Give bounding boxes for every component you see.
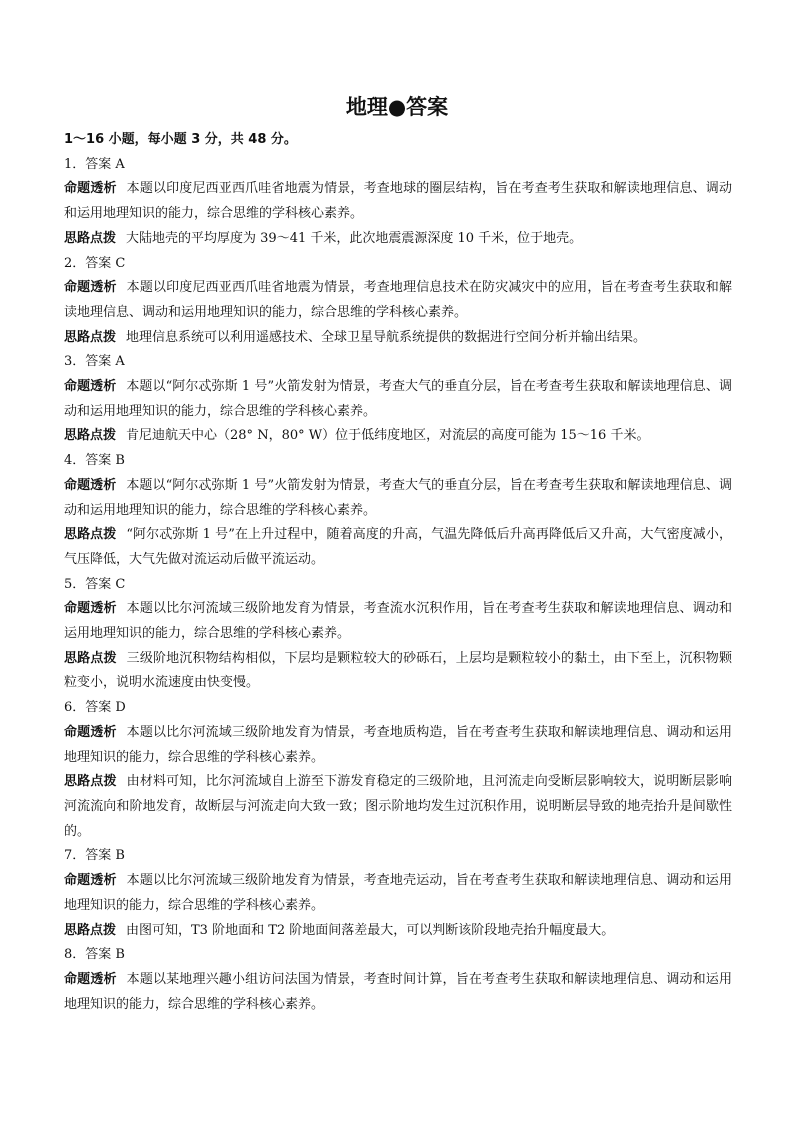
answer-line: 6．答案 D [64, 700, 126, 716]
answer-item [64, 153, 732, 252]
hint-label: 思路点拨 [64, 329, 117, 345]
answer-item [64, 943, 732, 1017]
answer-line: 5．答案 C [64, 576, 126, 592]
analysis-label: 命题透析 [64, 477, 117, 493]
hint-label: 思路点拨 [64, 650, 117, 666]
hint-para [64, 919, 732, 944]
analysis-label: 命题透析 [64, 873, 117, 889]
answer-line: 8．答案 B [64, 947, 125, 963]
hint-para [64, 523, 732, 572]
hint-label: 思路点拨 [64, 428, 117, 444]
hint-text: “阿尔忒弥斯 1 号”在上升过程中，随着高度的升高，气温先降低后升高再降低后又升高，大气密度减小，气压降低，大气先做对流运动后做平流运动。 [64, 527, 732, 567]
answer-content [64, 128, 732, 1017]
answer-line: 1．答案 A [64, 156, 125, 172]
answer-item [64, 252, 732, 351]
answer-item [64, 696, 732, 844]
analysis-label: 命题透析 [64, 379, 117, 395]
analysis-label: 命题透析 [64, 181, 117, 197]
analysis-para [64, 968, 732, 1017]
analysis-text: 本题以印度尼西亚西爪哇省地震为情景，考查地球的圈层结构，旨在考查考生获取和解读地理信息、调动和运用地理知识的能力，综合思维的学科核心素养。 [64, 181, 732, 222]
hint-label: 思路点拨 [64, 774, 117, 790]
analysis-para [64, 177, 732, 226]
hint-para [64, 326, 732, 351]
analysis-para [64, 597, 732, 646]
analysis-text: 本题以比尔河流域三级阶地发育为情景，考查地壳运动，旨在考查考生获取和解读地理信息、调动和运用地理知识的能力，综合思维的学科核心素养。 [64, 873, 732, 913]
hint-text: 肯尼迪航天中心（28° N，80° W）位于低纬度地区，对流层的高度可能为 15～16 千米。 [126, 428, 650, 444]
analysis-label: 命题透析 [64, 724, 117, 740]
analysis-text: 本题以“阿尔忒弥斯 1 号”火箭发射为情景，考查大气的垂直分层，旨在考查考生获取和解读地理信息、调动和运用地理知识的能力，综合思维的学科核心素养。 [64, 379, 732, 419]
hint-para [64, 424, 732, 449]
analysis-para [64, 276, 732, 325]
hint-text: 地理信息系统可以利用遥感技术、全球卫星导航系统提供的数据进行空间分析并输出结果。 [126, 329, 647, 345]
analysis-text: 本题以“阿尔忒弥斯 1 号”火箭发射为情景，考查大气的垂直分层，旨在考查考生获取和解读地理信息、调动和运用地理知识的能力，综合思维的学科核心素养。 [64, 477, 732, 518]
page-title: 地理●答案 [345, 95, 449, 119]
answer-item [64, 449, 732, 573]
hint-para [64, 770, 732, 844]
answer-line: 2．答案 C [64, 255, 126, 271]
hint-label: 思路点拨 [64, 922, 117, 938]
analysis-para [64, 869, 732, 918]
answer-item [64, 844, 732, 943]
hint-para [64, 227, 732, 252]
analysis-label: 命题透析 [64, 601, 117, 617]
hint-text: 三级阶地沉积物结构相似，下层均是颗粒较大的砂砾石，上层均是颗粒较小的黏土，由下至上，沉积物颗粒变小，说明水流速度由快变慢。 [64, 650, 732, 691]
answer-item [64, 350, 732, 449]
hint-text: 由材料可知，比尔河流域自上游至下游发育稳定的三级阶地，且河流走向受断层影响较大，说明断层影响河流流向和阶地发育，故断层与河流走向大致一致；图示阶地均发生过沉积作用，说明断层导致的地壳抬升是间歇性的。 [64, 774, 732, 839]
hint-text: 由图可知，T3 阶地面和 T2 阶地面间落差最大，可以判断该阶段地壳抬升幅度最大。 [126, 922, 615, 938]
answer-line: 3．答案 A [64, 354, 125, 370]
analysis-para [64, 474, 732, 523]
hint-para [64, 647, 732, 696]
analysis-text: 本题以比尔河流域三级阶地发育为情景，考查流水沉积作用，旨在考查考生获取和解读地理信息、调动和运用地理知识的能力，综合思维的学科核心素养。 [64, 601, 732, 642]
hint-label: 思路点拨 [64, 527, 117, 543]
analysis-para [64, 721, 732, 770]
analysis-label: 命题透析 [64, 280, 117, 296]
analysis-para [64, 375, 732, 424]
analysis-text: 本题以某地理兴趣小组访问法国为情景，考查时间计算，旨在考查考生获取和解读地理信息、调动和运用地理知识的能力，综合思维的学科核心素养。 [64, 971, 732, 1012]
answer-line: 4．答案 B [64, 453, 125, 469]
analysis-text: 本题以比尔河流域三级阶地发育为情景，考查地质构造，旨在考查考生获取和解读地理信息、调动和运用地理知识的能力，综合思维的学科核心素养。 [64, 724, 732, 765]
hint-label: 思路点拨 [64, 230, 117, 246]
analysis-text: 本题以印度尼西亚西爪哇省地震为情景，考查地理信息技术在防灾减灾中的应用，旨在考查考生获取和解读地理信息、调动和运用地理知识的能力，综合思维的学科核心素养。 [64, 280, 732, 320]
answer-item [64, 573, 732, 697]
section-intro: 1～16 小题，每小题 3 分，共 48 分。 [64, 132, 297, 147]
analysis-label: 命题透析 [64, 971, 117, 987]
hint-text: 大陆地壳的平均厚度为 39～41 千米，此次地震震源深度 10 千米，位于地壳。 [126, 230, 583, 246]
answer-line: 7．答案 B [64, 848, 125, 864]
